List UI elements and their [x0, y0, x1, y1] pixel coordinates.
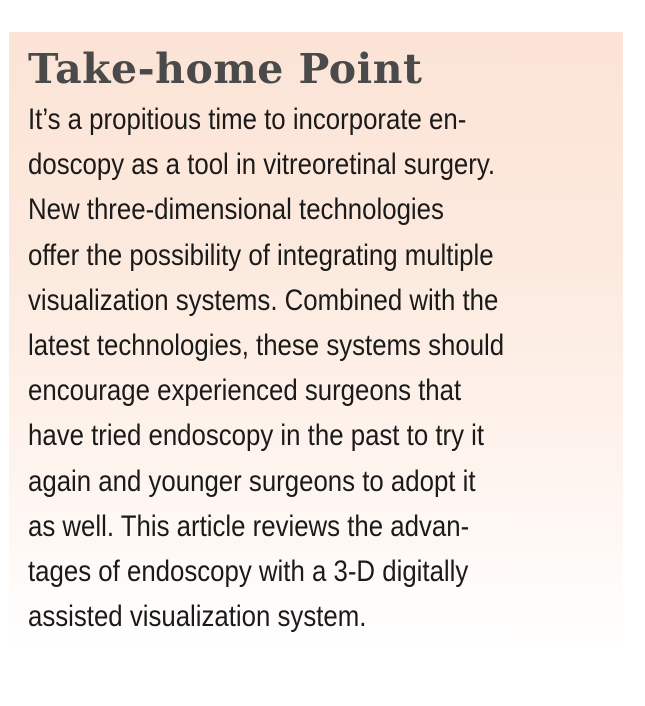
body-line: have tried endoscopy in the past to try it	[28, 419, 485, 453]
body-line: New three-dimensional technologies	[28, 193, 444, 227]
body-line: as well. This article reviews the advan-	[28, 509, 470, 543]
body-line: doscopy as a tool in vitreoretinal surgery.	[28, 148, 496, 182]
body-line: assisted visualization system.	[28, 600, 367, 634]
body-line: visualization systems. Combined with the	[28, 283, 499, 317]
callout-title: Take-home Point	[28, 45, 423, 93]
body-line: tages of endoscopy with a 3-D digitally	[28, 555, 469, 589]
body-line: latest technologies, these systems should	[28, 329, 505, 363]
body-line: It’s a propitious time to incorporate en-	[28, 103, 467, 136]
body-line: again and younger surgeons to adopt it	[28, 464, 476, 498]
body-line: encourage experienced surgeons that	[28, 374, 462, 408]
callout-body	[28, 97, 504, 639]
body-line: offer the possibility of integrating multiple	[28, 238, 494, 272]
